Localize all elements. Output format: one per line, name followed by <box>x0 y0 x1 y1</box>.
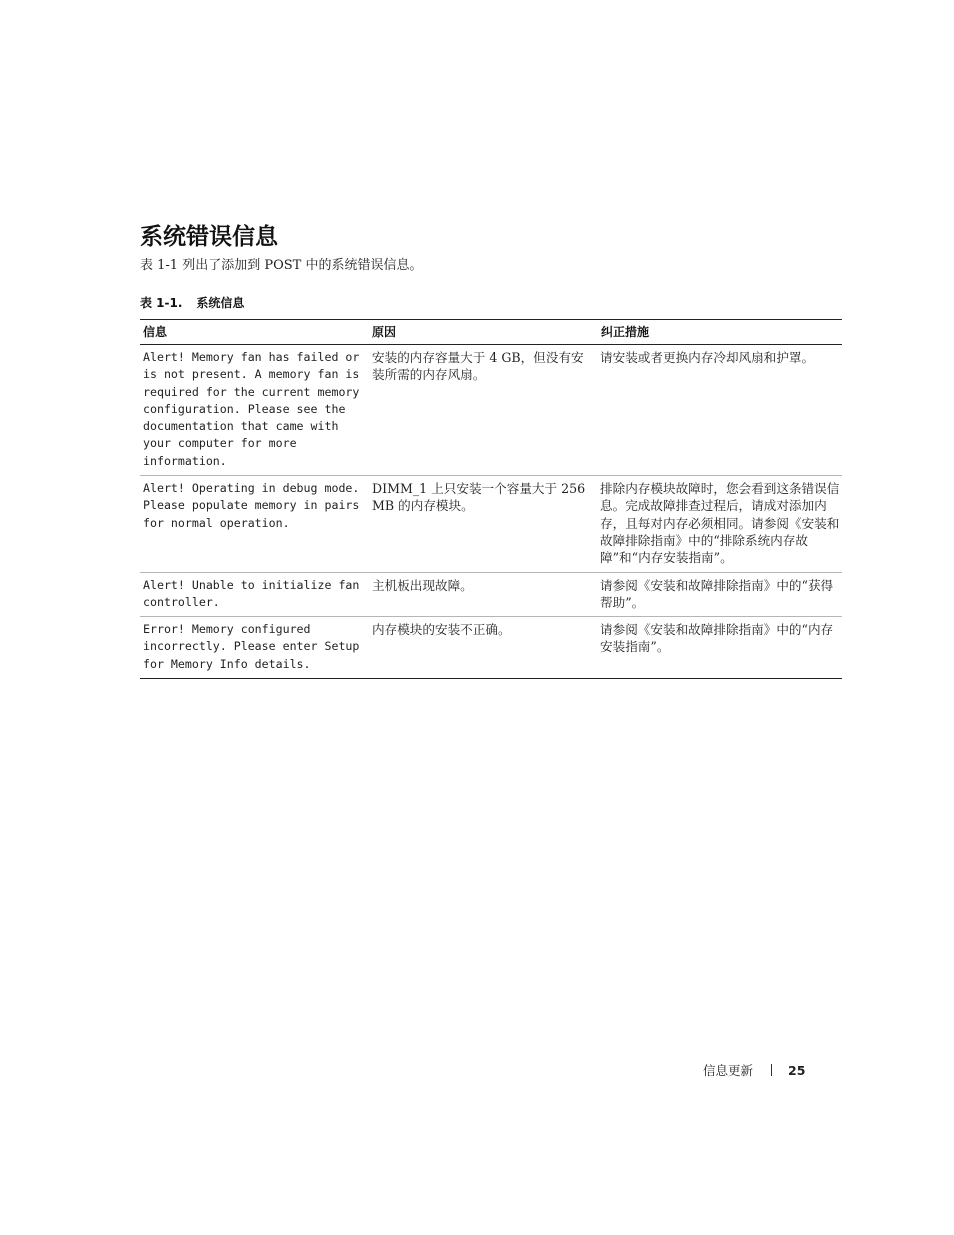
cause-cell: DIMM_1 上只安装一个容量大于 256 MB 的内存模块。 <box>369 476 598 572</box>
message-cell: Error! Memory configured incorrectly. Please enter Setup for Memory Info details. <box>140 617 369 679</box>
page-footer <box>703 1062 805 1080</box>
cause-cell: 内存模块的安装不正确。 <box>369 617 598 679</box>
table-header-row <box>140 320 842 345</box>
footer-section-name: 信息更新 <box>703 1063 754 1078</box>
cause-cell: 安装的内存容量大于 4 GB，但没有安装所需的内存风扇。 <box>369 345 598 476</box>
action-cell: 请安装或者更换内存冷却风扇和护罩。 <box>598 345 842 476</box>
page-title: 系统错误信息 <box>140 224 278 250</box>
table-caption <box>140 295 244 311</box>
action-cell: 排除内存模块故障时，您会看到这条错误信息。完成故障排查过程后，请成对添加内存，且每对内存必须相同。请参阅《安装和故障排除指南》中的“排除系统内存故障”和“内存安装指南”。 <box>598 476 842 572</box>
footer-divider <box>771 1064 772 1076</box>
table-row <box>140 617 842 679</box>
cause-cell: 主机板出现故障。 <box>369 572 598 617</box>
table-row <box>140 476 842 572</box>
action-cell: 请参阅《安装和故障排除指南》中的“获得帮助”。 <box>598 572 842 617</box>
message-cell: Alert! Memory fan has failed or is not present. A memory fan is required for the current memory configuration. Please see the documentation that came with your computer for more information. <box>140 345 369 476</box>
system-messages-table <box>140 319 842 679</box>
table-caption-title: 系统信息 <box>196 296 245 310</box>
table-row <box>140 345 842 476</box>
action-cell: 请参阅《安装和故障排除指南》中的“内存安装指南”。 <box>598 617 842 679</box>
table-row <box>140 572 842 617</box>
page-number: 25 <box>788 1063 806 1078</box>
table-caption-number: 表 1-1. <box>140 296 183 310</box>
message-cell: Alert! Operating in debug mode. Please populate memory in pairs for normal operation. <box>140 476 369 572</box>
header-message: 信息 <box>140 320 369 345</box>
header-action: 纠正措施 <box>598 320 842 345</box>
header-cause: 原因 <box>369 320 598 345</box>
message-cell: Alert! Unable to initialize fan controller. <box>140 572 369 617</box>
intro-text: 表 1-1 列出了添加到 POST 中的系统错误信息。 <box>140 258 423 273</box>
